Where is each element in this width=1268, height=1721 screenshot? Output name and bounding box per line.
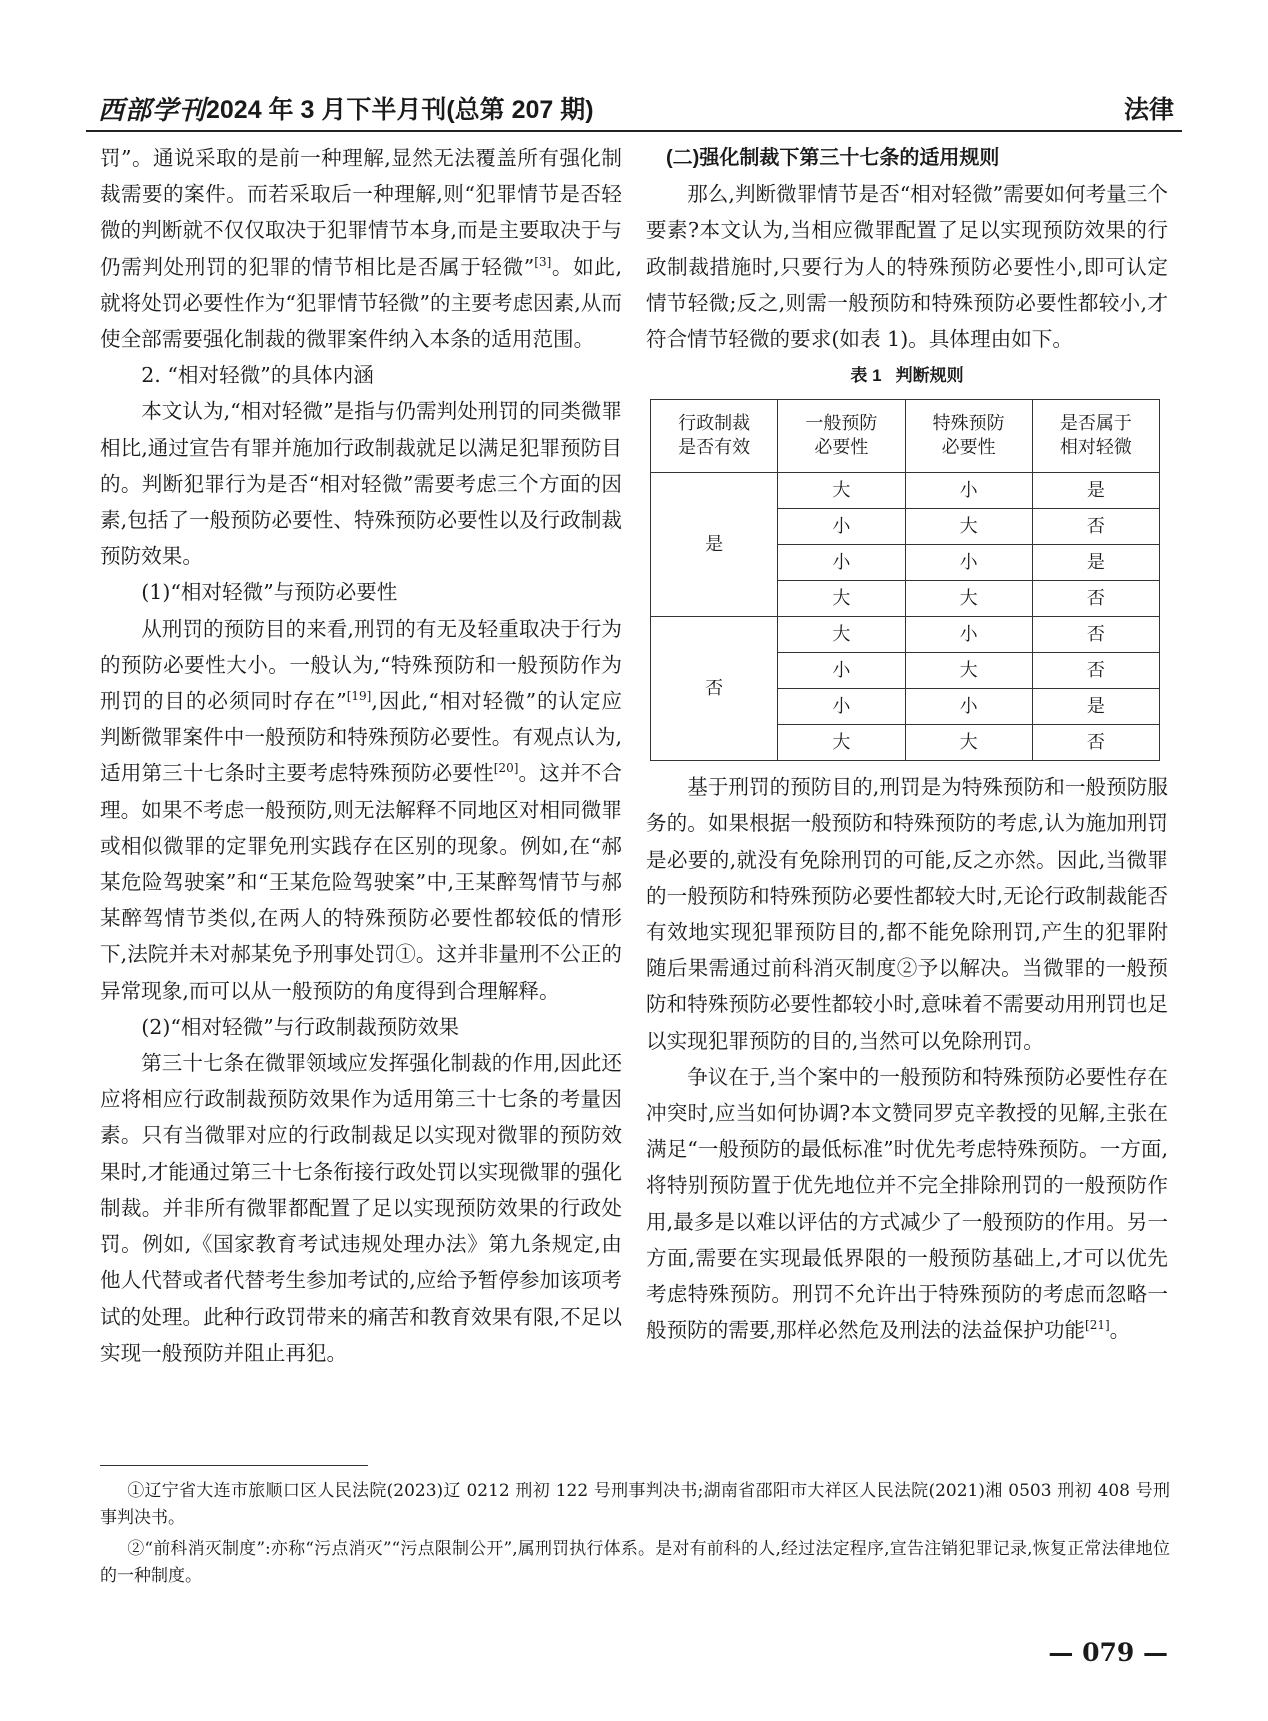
table-cell: 小 [778,509,905,545]
footnote-rule [100,1465,368,1466]
citation-ref: [3] [534,254,552,269]
right-column [646,140,1168,1348]
paragraph: 从刑罚的预防目的来看,刑罚的有无及轻重取决于行为的预防必要性大小。一般认为,“特殊预防和一般预防作为刑罚的目的必须同时存在”[19],因此,“相对轻微”的认定应判断微罪案件中一般预防和特殊预防必要性。有观点认为,适用第三十七条时主要考虑特殊预防必要性[20]。这并不合理。如果不考虑一般预防,则无法解释不同地区对相同微罪或相似微罪的定罪免刑实践存在区别的现象。例如,在“郝某危险驾驶案”和“王某危险驾驶案”中,王某醉驾情节与郝某醉驾情节类似,在两人的特殊预防必要性都较低的情形下,法院并未对郝某免予刑事处罚①。这并非量刑不公正的异常现象,而可以从一般预防的角度得到合理解释。 [100,616,623,1003]
table-cell: 小 [778,545,905,581]
section-label: 法律 [1123,96,1174,124]
subsection-heading: 2. “相对轻微”的具体内涵 [141,363,374,388]
footnotes [100,1478,1170,1594]
table-cell: 小 [905,689,1032,725]
column-header: 特殊预防 必要性 [905,400,1032,473]
column-header: 行政制裁 是否有效 [651,400,778,473]
table-cell: 大 [905,725,1032,761]
footnote: ②“前科消灭制度”:亦称“污点消灭”“污点限制公开”,属刑罚执行体系。是对有前科的人,经过法定程序,宣告注销犯罪记录,恢复正常法律地位的一种制度。 [100,1539,1170,1586]
paragraph: 第三十七条在微罪领域应发挥强化制裁的作用,因此还应将相应行政制裁预防效果作为适用第三十七条的考量因素。只有当微罪对应的行政制裁足以实现对微罪的预防效果时,才能通过第三十七条衔接行政处罚以实现微罪的强化制裁。并非所有微罪都配置了足以实现预防效果的行政处罚。例如,《国家教育考试违规处理办法》第九条规定,由他人代替或者代替考生参加考试的,应给予暂停参加该项考试的处理。此种行政罚带来的痛苦和教育效果有限,不足以实现一般预防并阻止再犯。 [100,1051,622,1365]
table-cell: 小 [778,653,905,689]
table-title: 判断规则 [895,366,964,386]
paragraph: 本文认为,“相对轻微”是指与仍需判处刑罚的同类微罪相比,通过宣告有罪并施加行政制裁就足以满足犯罪预防目的。判断犯罪行为是否“相对轻微”需要考虑三个方面的因素,包括了一般预防必要性、特殊预防必要性以及行政制裁预防效果。 [100,399,622,569]
paragraph: 罚”。通说采取的是前一种理解,显然无法覆盖所有强化制裁需要的案件。而若采取后一种理解,则“犯罪情节是否轻微的判断就不仅仅取决于犯罪情节本身,而是主要取决于与仍需判处刑罚的犯罪的情节相比是否属于轻微”[3]。如此,就将处罚必要性作为“犯罪情节轻微”的主要考虑因素,从而使全部需要强化制裁的微罪案件纳入本条的适用范围。 [100,146,623,352]
table-cell: 是 [1032,545,1159,581]
section-heading: (二)强化制裁下第三十七条的适用规则 [666,147,1000,169]
table-cell: 大 [905,509,1032,545]
table-caption [646,359,1168,393]
table-cell: 小 [905,617,1032,653]
left-column [100,140,622,1371]
group-label-cell: 是 [651,473,778,617]
footnote: ①辽宁省大连市旅顺口区人民法院(2023)辽 0212 刑初 122 号刑事判决书;湖南省邵阳市大祥区人民法院(2021)湘 0503 刑初 408 号刑事判决书。 [100,1481,1170,1528]
subsection-heading: (1)“相对轻微”与预防必要性 [141,580,398,605]
table-cell: 小 [905,473,1032,509]
paragraph: 争议在于,当个案中的一般预防和特殊预防必要性存在冲突时,应当如何协调?本文赞同罗克辛教授的见解,主张在满足“一般预防的最低标准”时优先考虑特殊预防。一方面,将特别预防置于优先地位并不完全排除刑罚的一般预防作用,最多是以难以评估的方式减少了一般预防的作用。另一方面,需要在实现最低界限的一般预防基础上,才可以优先考虑特殊预防。刑罚不允许出于特殊预防的考虑而忽略一般预防的需要,那样必然危及刑法的法益保护功能[21]。 [646,1064,1168,1343]
column-header: 是否属于 相对轻微 [1032,400,1159,473]
table-cell: 大 [905,581,1032,617]
table-row [651,617,1160,653]
judgment-rules-table [650,399,1160,761]
table-header-row [651,400,1160,473]
table-cell: 否 [1032,509,1159,545]
table-cell: 否 [1032,617,1159,653]
column-header: 一般预防 必要性 [778,400,905,473]
citation-ref: [20] [493,761,519,776]
table-cell: 否 [1032,581,1159,617]
table-cell: 否 [1032,725,1159,761]
table-cell: 否 [1032,653,1159,689]
table-cell: 大 [778,617,905,653]
subsection-heading: (2)“相对轻微”与行政制裁预防效果 [141,1014,460,1039]
issue-info: 2024 年 3 月下半月刊(总第 207 期) [206,96,594,124]
paragraph: 那么,判断微罪情节是否“相对轻微”需要如何考量三个要素?本文认为,当相应微罪配置了足以实现预防效果的行政制裁措施时,只要行为人的特殊预防必要性小,即可认定情节轻微;反之,则需一般预防和特殊预防必要性都较小,才符合情节轻微的要求(如表 1)。具体理由如下。 [646,182,1168,352]
table-cell: 是 [1032,689,1159,725]
table-row [651,473,1160,509]
journal-logo: 西部学刊 [98,96,207,126]
table-cell: 小 [905,545,1032,581]
group-label-cell: 否 [651,617,778,761]
table-cell: 大 [905,653,1032,689]
citation-ref: [19] [346,689,372,704]
table-cell: 小 [778,689,905,725]
paragraph: 基于刑罚的预防目的,刑罚是为特殊预防和一般预防服务的。如果根据一般预防和特殊预防的考虑,认为施加刑罚是必要的,就没有免除刑罚的可能,反之亦然。因此,当微罪的一般预防和特殊预防必要性都较大时,无论行政制裁能否有效地实现犯罪预防目的,都不能免除刑罚,产生的犯罪附随后果需通过前科消灭制度②予以解决。当微罪的一般预防和特殊预防必要性都较小时,意味着不需要动用刑罚也足以实现犯罪预防的目的,当然可以免除刑罚。 [646,775,1168,1053]
table-cell: 大 [778,581,905,617]
table-cell: 大 [778,725,905,761]
header-rule [86,130,1182,132]
table-number: 表 1 [850,366,882,386]
citation-ref: [21] [1085,1318,1110,1333]
page-number: — 079 — [1048,1638,1168,1667]
table-cell: 大 [778,473,905,509]
running-header [86,88,1182,132]
table-cell: 是 [1032,473,1159,509]
